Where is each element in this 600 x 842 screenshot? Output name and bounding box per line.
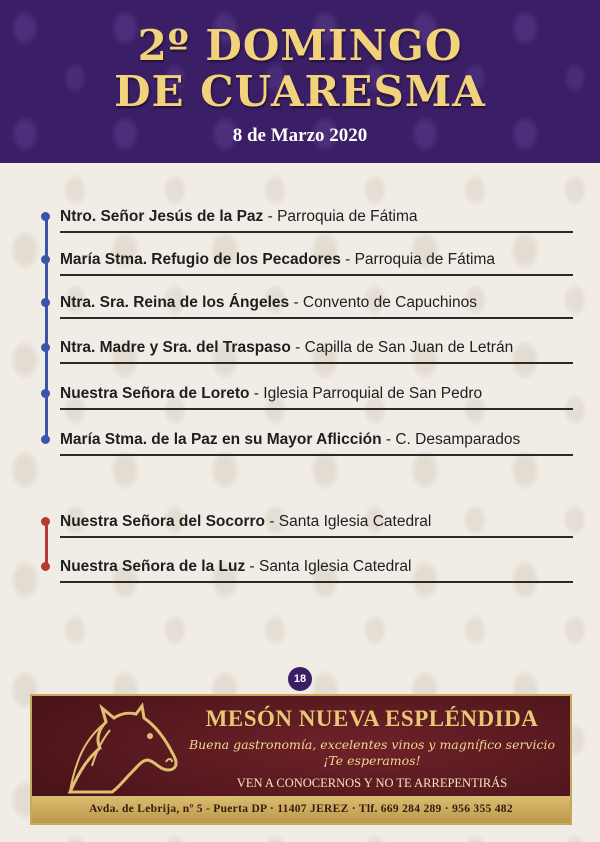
red-timeline-line	[45, 521, 48, 567]
image-name: María Stma. de la Paz en su Mayor Aflicción	[60, 431, 382, 448]
blue-bullet-icon	[41, 212, 50, 221]
image-name: Nuestra Señora de la Luz	[60, 558, 246, 575]
image-location: - Convento de Capuchinos	[289, 294, 477, 311]
list-item	[60, 557, 573, 583]
image-location: - Capilla de San Juan de Letrán	[290, 339, 514, 356]
blue-timeline-line	[45, 216, 48, 440]
contact-footer: Avda. de Lebrija, nº 5 - Puerta DP · 11407 JEREZ · Tlf. 669 284 289 · 956 355 482	[32, 796, 570, 823]
image-name: Nuestra Señora del Socorro	[60, 513, 266, 530]
list-item	[60, 293, 573, 319]
blue-bullet-icon	[41, 389, 50, 398]
restaurant-slogan	[182, 737, 562, 769]
blue-bullet-icon	[41, 298, 50, 307]
slogan-line: Buena gastronomía, excelentes vinos y magnífico servicio	[188, 737, 556, 752]
image-name: María Stma. Refugio de los Pecadores	[60, 251, 341, 268]
red-bullet-icon	[41, 562, 50, 571]
image-location: - Iglesia Parroquial de San Pedro	[249, 385, 483, 402]
image-name: Ntra. Madre y Sra. del Traspaso	[60, 339, 291, 356]
slogan-line: ¡Te esperamos!	[323, 753, 421, 768]
page-title-line1: 2º DOMINGO	[137, 21, 463, 70]
list-item	[60, 512, 573, 538]
blue-bullet-icon	[41, 435, 50, 444]
image-location: - Parroquia de Fátima	[263, 208, 418, 225]
list-item	[60, 384, 573, 410]
advertisement-banner	[30, 694, 572, 825]
list-item	[60, 338, 573, 364]
call-to-action: VEN A CONOCERNOS Y NO TE ARREPENTIRÁS	[236, 776, 508, 790]
list-item	[60, 207, 573, 233]
page-title-line2: DE CUARESMA	[114, 67, 486, 116]
blue-bullet-icon	[41, 255, 50, 264]
image-location: - C. Desamparados	[381, 431, 521, 448]
list-item	[60, 250, 573, 276]
blue-bullet-icon	[41, 343, 50, 352]
list-item	[60, 430, 573, 456]
image-location: - Parroquia de Fátima	[340, 251, 496, 268]
image-name: Nuestra Señora de Loreto	[60, 385, 250, 402]
restaurant-name: MESÓN NUEVA ESPLÉNDIDA	[205, 706, 539, 731]
header-banner	[0, 0, 600, 163]
page-number: 18	[288, 667, 312, 691]
image-name: Ntro. Señor Jesús de la Paz	[60, 208, 264, 225]
image-location: - Santa Iglesia Catedral	[265, 513, 432, 530]
image-location: - Santa Iglesia Catedral	[245, 558, 412, 575]
event-date: 8 de Marzo 2020	[232, 125, 368, 146]
red-bullet-icon	[41, 517, 50, 526]
image-name: Ntra. Sra. Reina de los Ángeles	[60, 294, 290, 311]
